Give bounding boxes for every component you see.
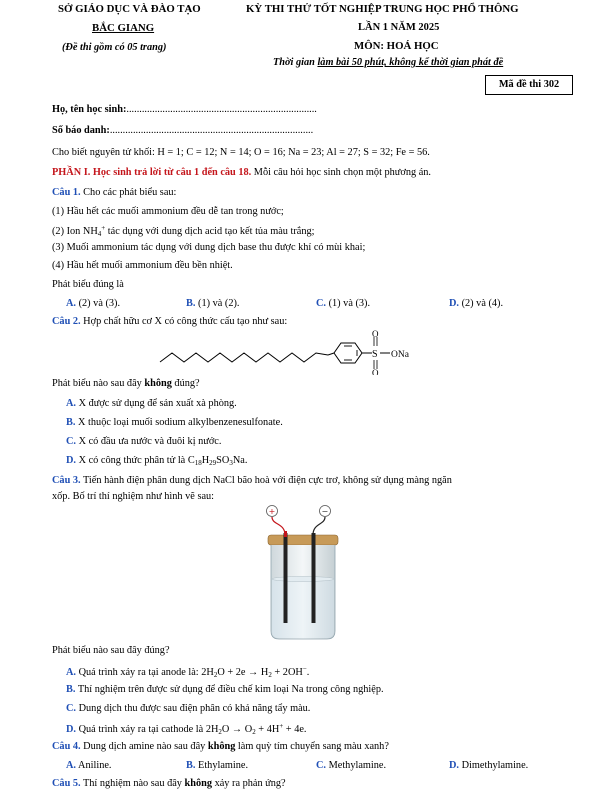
- option-text-b: O + 2e → H: [217, 667, 269, 678]
- student-id-field: ...............................................................................: [109, 125, 314, 136]
- plus-sign: +: [268, 507, 276, 516]
- q1-option-b[interactable]: [186, 298, 239, 309]
- q1-label: Câu 1.: [52, 187, 81, 198]
- option-text-c: + 2OH: [271, 667, 303, 678]
- option-text-d: .: [306, 667, 310, 678]
- option-letter: A.: [66, 667, 77, 678]
- option-text: Ethylamine.: [195, 760, 249, 771]
- q3-prompt: Phát biểu nào sau đây đúng?: [52, 645, 170, 656]
- option-letter: A.: [66, 760, 77, 771]
- option-text: X có đầu ưa nước và đuôi kị nước.: [76, 436, 222, 447]
- q4-stem-emphasis: không: [207, 741, 236, 752]
- atomic-masses: Cho biết nguyên tử khối: H = 1; C = 12; N = 14; O = 16; Na = 23; Al = 27; S = 32; Fe = 56.: [52, 147, 430, 158]
- q4-option-a[interactable]: [66, 760, 111, 771]
- q3-stem-line2: xốp. Bố trí thí nghiệm như hình vẽ sau:: [52, 491, 215, 502]
- q2-option-c[interactable]: [66, 436, 221, 447]
- sulfur-atom: S: [372, 349, 378, 360]
- q3-stem-line1: Tiến hành điện phân dung dịch NaCl bão hoà với điện cực trơ, không sử dụng màng ngăn: [80, 475, 452, 486]
- option-text: (2) và (4).: [459, 298, 504, 309]
- q1-option-d[interactable]: [449, 298, 503, 309]
- sub-1: 2: [218, 728, 222, 736]
- student-name-line: [52, 104, 317, 115]
- option-letter: D.: [66, 724, 77, 735]
- student-name-field: ..........................................................................: [126, 104, 317, 115]
- option-letter: C.: [66, 436, 77, 447]
- option-text-a: Quá trình xảy ra tại anode là: 2H: [76, 667, 214, 678]
- electrolysis-apparatus: [255, 503, 355, 643]
- nacl-solution: [272, 579, 334, 638]
- q1-s2-sub: 4: [97, 230, 102, 238]
- option-text: (1) và (3).: [326, 298, 371, 309]
- minus-sign: −: [321, 507, 329, 516]
- province-name: BẮC GIANG: [92, 22, 155, 34]
- option-text: (1) và (2).: [195, 298, 240, 309]
- q3-option-d[interactable]: [66, 722, 306, 736]
- sup-1: +: [279, 722, 284, 730]
- q2-prompt-a: Phát biểu nào sau đây: [52, 378, 145, 389]
- q1-statement-1: (1) Hầu hết các muối ammonium đều dễ tan trong nước;: [52, 206, 284, 217]
- exam-subject: MÔN: HOÁ HỌC: [354, 40, 439, 52]
- option-text: (2) và (3).: [76, 298, 121, 309]
- sub-3: 3: [229, 459, 233, 467]
- q3-option-b[interactable]: [66, 684, 384, 695]
- option-text: Methylamine.: [326, 760, 387, 771]
- q3-label: Câu 3.: [52, 475, 81, 486]
- q2-label: Câu 2.: [52, 316, 81, 327]
- sub-1: 18: [194, 459, 202, 467]
- q1-s2-sup: +: [101, 224, 106, 232]
- q2-stem: Hợp chất hữu cơ X có công thức cấu tạo như sau:: [80, 316, 288, 327]
- q1-statement-4: (4) Hầu hết muối ammonium đều bền nhiệt.: [52, 260, 233, 271]
- option-letter: D.: [449, 298, 460, 309]
- q1-statement-3: (3) Muối ammonium tác dụng với dung dịch base thu được khí có mùi khai;: [52, 242, 366, 253]
- q4-option-d[interactable]: [449, 760, 528, 771]
- option-letter: B.: [66, 684, 76, 695]
- page-count-note: (Đề thi gồm có 05 trang): [62, 42, 167, 53]
- sub-2: 2: [252, 728, 256, 736]
- q2-option-a[interactable]: [66, 398, 237, 409]
- positive-wire: [272, 517, 285, 535]
- option-letter: C.: [66, 703, 77, 714]
- time-prefix: Thời gian: [273, 57, 318, 68]
- oxygen-top: O: [372, 330, 379, 339]
- q3-option-c[interactable]: [66, 703, 310, 714]
- q1-s2-a: (2) Ion NH: [52, 226, 98, 237]
- q4-stem-a: Dung dịch amine nào sau đây: [80, 741, 208, 752]
- q5-stem-emphasis: không: [184, 778, 212, 789]
- student-name-label: Họ, tên học sinh:: [52, 104, 127, 115]
- option-text: X được sử dụng để sản xuất xà phòng.: [76, 398, 237, 409]
- sub-2: 2: [268, 671, 272, 679]
- q4-option-c[interactable]: [316, 760, 386, 771]
- q2-option-b[interactable]: [66, 417, 283, 428]
- option-text: Thí nghiệm trên được sử dụng để điều chế kim loại Na trong công nghiệp.: [75, 684, 384, 695]
- part1-instruction: Mỗi câu hỏi học sinh chọn một phương án.: [251, 167, 431, 178]
- q1-prompt: Phát biểu đúng là: [52, 279, 124, 290]
- option-letter: A.: [66, 398, 77, 409]
- q4-option-b[interactable]: [186, 760, 248, 771]
- option-text-b: O → O: [221, 724, 253, 735]
- q4-stem-c: làm quỳ tím chuyển sang màu xanh?: [235, 741, 389, 752]
- exam-round: LẦN 1 NĂM 2025: [358, 22, 440, 33]
- exam-time: [273, 57, 503, 68]
- q1-stem: Cho các phát biểu sau:: [80, 187, 177, 198]
- q2-prompt-emphasis: không: [144, 378, 172, 389]
- option-letter: B.: [186, 760, 196, 771]
- sub-1: 2: [213, 671, 218, 679]
- option-letter: B.: [186, 298, 196, 309]
- oxygen-bottom: O: [372, 368, 379, 375]
- option-text: Dung dịch thu được sau điện phân có khả năng tẩy màu.: [76, 703, 311, 714]
- time-detail: làm bài 50 phút, không kể thời gian phát đề: [317, 57, 504, 68]
- q2-prompt: [52, 378, 200, 389]
- option-text-a: X có công thức phân tử là C: [76, 455, 195, 466]
- q2-option-d[interactable]: [66, 455, 247, 467]
- q1-option-a[interactable]: [66, 298, 120, 309]
- q1-statement-2: [52, 224, 315, 238]
- question-5: [52, 778, 286, 789]
- option-text-c: SO: [216, 455, 230, 466]
- option-letter: D.: [66, 455, 77, 466]
- negative-wire: [313, 517, 325, 535]
- exam-code-box: Mã đề thi 302: [485, 75, 573, 95]
- part1-title: PHẦN I. Học sinh trả lời từ câu 1 đến câu 18.: [52, 167, 252, 178]
- option-letter: B.: [66, 417, 76, 428]
- q1-s2-b: tác dụng với dung dịch acid tạo kết tủa màu trắng;: [105, 226, 315, 237]
- sub-2: 29: [209, 459, 217, 467]
- option-text: Aniline.: [76, 760, 112, 771]
- benzene-ring: [334, 343, 362, 363]
- option-text-a: Quá trình xảy ra tại cathode là 2H: [76, 724, 219, 735]
- option-letter: A.: [66, 298, 77, 309]
- beaker-lid: [268, 535, 338, 545]
- option-letter: D.: [449, 760, 460, 771]
- structural-formula: [150, 330, 460, 375]
- q4-label: Câu 4.: [52, 741, 81, 752]
- q1-option-c[interactable]: [316, 298, 370, 309]
- sup-1: −: [302, 665, 307, 673]
- part1-heading: [52, 167, 431, 178]
- alkyl-chain: [160, 353, 328, 362]
- exam-title: KỲ THI THỬ TỐT NGHIỆP TRUNG HỌC PHỔ THÔNG: [246, 3, 519, 15]
- cathode-electrode: [312, 533, 316, 623]
- department-name: SỞ GIÁO DỤC VÀ ĐÀO TẠO: [58, 3, 201, 15]
- q2-prompt-c: đúng?: [171, 378, 200, 389]
- q5-stem-c: xảy ra phản ứng?: [212, 778, 286, 789]
- student-id-label: Số báo danh:: [52, 125, 110, 136]
- option-text-d: + 4e.: [283, 724, 307, 735]
- option-letter: C.: [316, 298, 327, 309]
- option-text: Dimethylamine.: [459, 760, 529, 771]
- q5-stem-a: Thí nghiệm nào sau đây: [80, 778, 185, 789]
- student-id-line: [52, 125, 313, 136]
- option-text-b: H: [201, 455, 210, 466]
- q3-option-a[interactable]: [66, 665, 309, 679]
- option-letter: C.: [316, 760, 327, 771]
- option-text-d: Na.: [232, 455, 248, 466]
- sodium-oxide-group: ONa: [391, 350, 409, 360]
- q5-label: Câu 5.: [52, 778, 81, 789]
- option-text-c: + 4H: [255, 724, 280, 735]
- option-text: X thuộc loại muối sodium alkylbenzenesulfonate.: [75, 417, 283, 428]
- anode-electrode: [284, 533, 288, 623]
